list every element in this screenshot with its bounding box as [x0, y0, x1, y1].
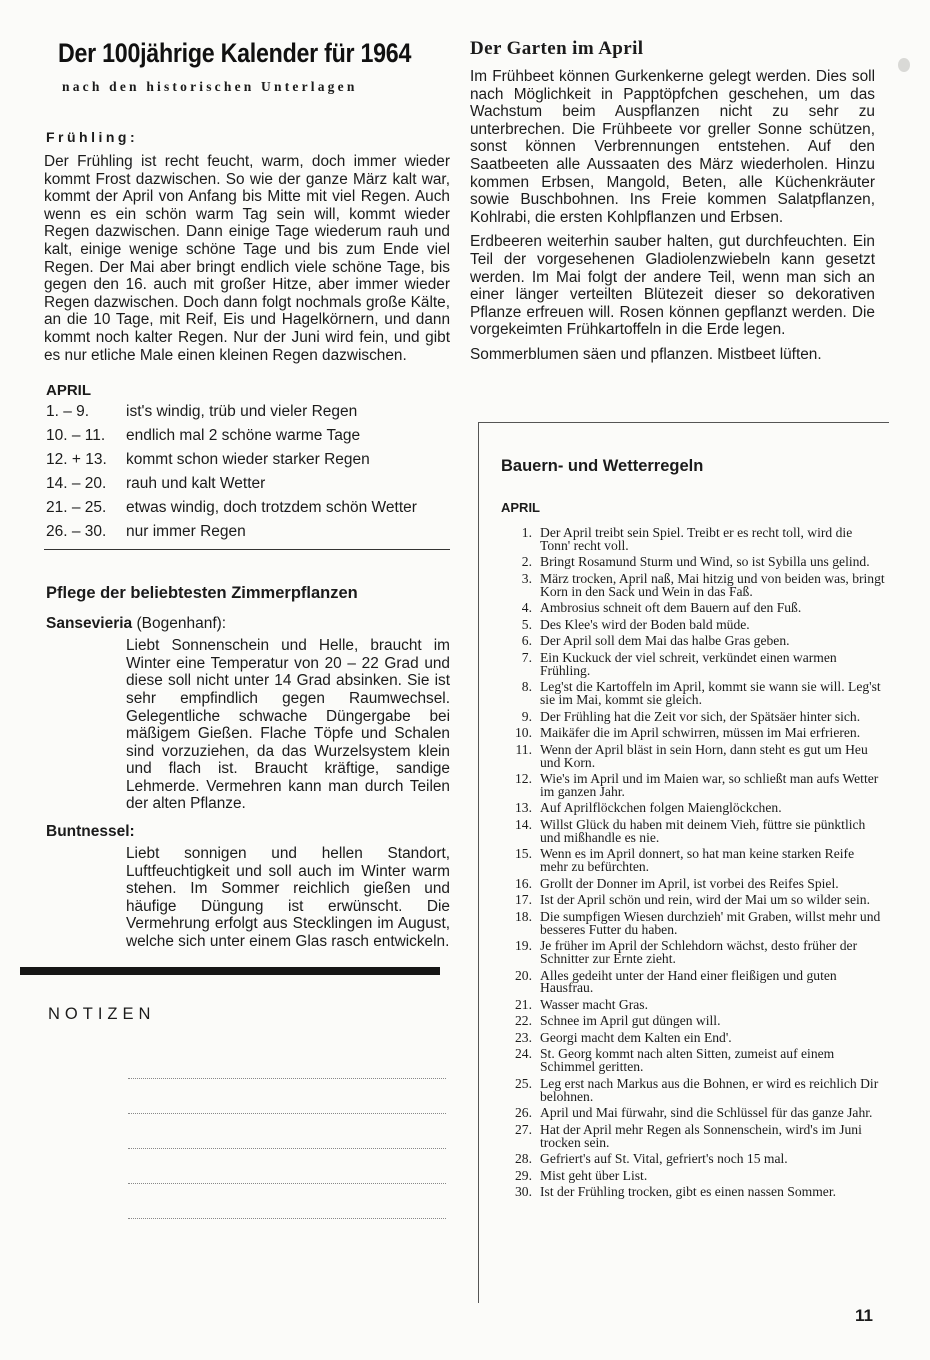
rule-item	[479, 527, 889, 553]
rule-item	[479, 616, 889, 632]
weather-dates: 10. – 11.	[46, 427, 106, 445]
weather-row	[44, 403, 450, 421]
rule-item	[479, 1153, 889, 1166]
rule-item	[479, 940, 889, 966]
scan-smudge	[898, 58, 910, 72]
weather-dates: 26. – 30.	[46, 523, 107, 541]
rule-number: 4.	[521, 600, 532, 616]
rule-text: Ambrosius schneit oft dem Bauern auf den Fuß.	[540, 600, 802, 616]
plant-name-buntnessel	[46, 823, 450, 841]
weather-dates: 14. – 20.	[46, 475, 107, 493]
page-number: 11	[855, 1306, 873, 1325]
rule-number: 12.	[515, 771, 532, 787]
rule-text: Wasser macht Gras.	[540, 996, 648, 1012]
weather-dates: 1. – 9.	[46, 403, 90, 421]
rule-item	[479, 848, 889, 874]
rule-text: März trocken, April naß, Mai hitzig und von beiden was, bringt Korn in den Sack und Wein in das Faß.	[540, 570, 885, 599]
rule-text: Grollt der Donner im April, ist vorbei des Reifes Spiel.	[540, 875, 839, 891]
rule-number: 5.	[521, 616, 532, 632]
rule-item	[479, 996, 889, 1012]
plant-name-main: Sansevieria	[46, 615, 133, 633]
divider	[44, 549, 450, 550]
note-line	[128, 1184, 446, 1219]
april-weather-table	[44, 403, 450, 541]
rule-text: Die sumpfigen Wiesen durchzieh' mit Graben, willst mehr und besseres Futter du haben.	[540, 908, 881, 937]
rule-text: Auf Aprilflöckchen folgen Maienglöckchen.	[540, 800, 782, 816]
rule-number: 15.	[515, 846, 532, 862]
rule-text: Ein Kuckuck der viel schreit, verkündet einen warmen Frühling.	[540, 649, 837, 678]
left-column	[44, 38, 450, 1219]
weather-row	[44, 499, 450, 517]
rule-item	[479, 894, 889, 907]
rule-number: 13.	[515, 800, 532, 816]
spring-heading: Frühling:	[46, 129, 139, 145]
garden-heading: Der Garten im April	[470, 38, 644, 59]
thick-divider	[20, 967, 440, 975]
rule-number: 30.	[515, 1184, 532, 1200]
weather-row	[44, 475, 450, 493]
rule-number: 8.	[521, 679, 532, 695]
rule-text: Georgi macht dem Kalten ein End'.	[540, 1029, 732, 1045]
rule-item	[479, 1121, 889, 1150]
rule-item	[479, 1029, 889, 1045]
weather-text: etwas windig, doch trotzdem schön Wetter	[126, 499, 417, 517]
april-heading: APRIL	[46, 382, 91, 400]
weather-text: endlich mal 2 schöne warme Tage	[126, 427, 361, 445]
rule-item	[479, 556, 889, 569]
note-line	[128, 1114, 446, 1149]
rule-text: Hat der April mehr Regen als Sonnenschein, wird's im Juni trocken sein.	[540, 1121, 862, 1150]
plants-heading: Pflege der beliebtesten Zimmerpflanzen	[46, 584, 358, 603]
rule-number: 9.	[521, 708, 532, 724]
rule-item	[479, 570, 889, 599]
rule-number: 22.	[515, 1013, 532, 1029]
plant-name-main: Buntnessel:	[46, 823, 135, 841]
rule-text: Ist der April schön und rein, wird der Mai um so wilder sein.	[540, 892, 870, 908]
garden-paragraph: Erdbeeren weiterhin sauber halten, gut durchfeuchten. Ein Teil der vorgesehenen Gladiolenzwiebeln kann gesetzt werden. Im Mai folgt der andere Teil, wenn man sich an einer länger verteilten Blütezeit dieser so dekorativen Pflanze erfreuen will. Rosen können gepflanzt werden. Die vorgekeimten Frühkartoffeln in die Erde legen.	[470, 233, 875, 339]
rule-number: 27.	[515, 1121, 532, 1137]
rule-text: Der April treibt sein Spiel. Treibt er es recht toll, wird die Tonn' recht voll.	[540, 525, 853, 553]
rule-number: 10.	[515, 725, 532, 741]
rule-item	[479, 602, 889, 615]
rule-number: 24.	[515, 1046, 532, 1062]
rule-number: 3.	[521, 570, 532, 586]
rule-number: 18.	[515, 908, 532, 924]
rules-month-label: APRIL	[501, 500, 540, 515]
rule-item	[479, 727, 889, 740]
rule-text: Wie's im April und im Maien war, so schließt man aufs Wetter im ganzen Jahr.	[540, 771, 879, 799]
rule-item	[479, 635, 889, 648]
weather-dates: 12. + 13.	[46, 451, 107, 469]
garden-paragraph: Im Frühbeet können Gurkenkerne gelegt werden. Dies soll nach Möglichkeit in Papptöpfchen geschehen, um das Wachstum beim Auspflanzen nicht zu sehr zu unterbrechen. Die Frühbeete vor greller Sonne schützen, sonst können Verbrennungen entstehen. Auf den Saatbeeten alle Aussaaten des März wiederholen. Hinzu kommen Erbsen, Mangold, Beten, alle Küchenkräuter sowie Buschbohnen. Ins Freie kommen Salatpflanzen, Kohlrabi, die ersten Kohlpflanzen und Erbsen.	[470, 68, 875, 226]
rule-item	[479, 773, 889, 799]
rule-text: April und Mai fürwahr, sind die Schlüssel für das ganze Jahr.	[540, 1105, 873, 1121]
notes-heading: NOTIZEN	[48, 1004, 156, 1023]
rule-number: 20.	[515, 967, 532, 983]
rule-number: 17.	[515, 892, 532, 908]
rule-text: Mist geht über List.	[540, 1167, 648, 1183]
rule-text: Maikäfer die im April schwirren, müssen im Mai erfrieren.	[540, 725, 861, 741]
rule-number: 26.	[515, 1105, 532, 1121]
rule-text: Der Frühling hat die Zeit vor sich, der Spätsäer hinter sich.	[540, 708, 861, 724]
rule-item	[479, 1015, 889, 1028]
rule-number: 11.	[515, 741, 532, 757]
weather-text: kommt schon wieder starker Regen	[126, 451, 370, 469]
right-column	[470, 38, 875, 371]
rule-item	[479, 816, 889, 845]
weather-row	[44, 523, 450, 541]
page-title: Der 100jährige Kalender für 1964	[58, 38, 412, 68]
rule-item	[479, 649, 889, 678]
rule-item	[479, 875, 889, 891]
rule-number: 6.	[521, 633, 532, 649]
rule-text: Leg'st die Kartoffeln im April, kommt sie wann sie will. Leg'st sie im Mai, kommt sie gleich.	[540, 679, 881, 708]
rule-text: Leg erst nach Markus aus die Bohnen, er wird es reichlich Dir belohnen.	[540, 1075, 879, 1104]
rule-text: Je früher im April der Schlehdorn wächst, desto früher der Schnitter zur Ernte zieht.	[540, 938, 858, 967]
rule-item	[479, 708, 889, 724]
rule-number: 2.	[521, 554, 532, 570]
rule-text: Willst Glück du haben mit deinem Vieh, füttre sie pünktlich und mißhandle es nie.	[540, 816, 866, 845]
rule-number: 16.	[515, 875, 532, 891]
rule-text: St. Georg kommt nach alten Sitten, zumeist auf einem Schimmel geritten.	[540, 1046, 835, 1075]
notes-lines	[44, 1044, 450, 1219]
plant-name-alt: (Bogenhanf):	[132, 615, 227, 633]
weather-row	[44, 427, 450, 445]
rule-number: 25.	[515, 1075, 532, 1091]
rule-item	[479, 908, 889, 937]
rule-text: Gefriert's auf St. Vital, gefriert's noch 15 mal.	[540, 1151, 788, 1167]
rule-item	[479, 802, 889, 815]
rules-heading: Bauern- und Wetterregeln	[501, 457, 704, 475]
rule-number: 19.	[515, 938, 532, 954]
weather-row	[44, 451, 450, 469]
rule-text: Bringt Rosamund Sturm und Wind, so ist Sybilla uns gelind.	[540, 554, 870, 570]
weather-rules-box	[478, 422, 889, 1303]
rule-number: 14.	[515, 816, 532, 832]
plant-text-buntnessel: Liebt sonnigen und hellen Standort, Luftfeuchtigkeit und soll auch im Winter warm stehen. Im Sommer reichlich gießen und häufige Düngung ist erwünscht. Die Vermehrung erfolgt aus Stecklingen im August, welche sich unter einem Glas rasch entwickeln.	[126, 845, 450, 951]
rule-item	[479, 1186, 889, 1199]
weather-text: nur immer Regen	[126, 523, 246, 541]
rules-list	[479, 527, 889, 1199]
spring-forecast-text: Der Frühling ist recht feucht, warm, doch immer wieder kommt Frost dazwischen. So wie der ganze März kalt war, kommt der April von Anfang bis Mitte mit viel Regen. Auch wenn es ein schön warm Tag sein will, kommt wieder Regen dazwischen. Dann einige Tage wiederum rauh und kalt, einige wenige schöne Tage und bis zum Ende viel Regen. Der Mai aber bringt endlich viele schöne Tage, bis gegen den 16. auch mit großer Hitze, aber immer wieder Regen dazwischen. Doch dann folgt nochmals große Kälte, an die 10 Tage, mit Reif, Eis und Hagelkörnern, und dann kommt noch kalter Regen. Nur der Juni wird fein, und gibt es nur etliche Male einen kleinen Regen dazwischen.	[44, 153, 450, 364]
rule-item	[479, 1167, 889, 1183]
rule-item	[479, 967, 889, 996]
subtitle: nach den historischen Unterlagen	[62, 79, 358, 94]
weather-dates: 21. – 25.	[46, 499, 107, 517]
rule-item	[479, 1107, 889, 1120]
note-line	[128, 1079, 446, 1114]
weather-text: rauh und kalt Wetter	[126, 475, 266, 493]
rule-number: 29.	[515, 1167, 532, 1183]
garden-paragraph: Sommerblumen säen und pflanzen. Mistbeet lüften.	[470, 345, 822, 363]
rule-number: 23.	[515, 1029, 532, 1045]
rule-text: Wenn es im April donnert, so hat man keine starken Reife mehr zu befürchten.	[540, 846, 855, 875]
rule-item	[479, 1075, 889, 1104]
rule-number: 21.	[515, 996, 532, 1012]
rule-text: Ist der Frühling trocken, gibt es einen nassen Sommer.	[540, 1184, 836, 1200]
rule-text: Schnee im April gut düngen will.	[540, 1013, 721, 1029]
rule-item	[479, 1048, 889, 1074]
rule-number: 7.	[521, 649, 532, 665]
plant-name-sansevieria	[46, 615, 450, 633]
plant-text-sansevieria: Liebt Sonnenschein und Helle, braucht im Winter eine Temperatur von 20 – 22 Grad und diese soll nicht unter 14 Grad absinken. Sie ist sehr empfindlich gegen Raumwechsel. Gelegentliche schwache Düngergabe bei mäßigem Gießen. Flache Töpfe und Schalen sind vorzuziehen, da das Wurzelsystem klein und flach ist. Braucht kräftige, sandige Lehmerde. Vermehren kann man durch Teilen der alten Pflanze.	[126, 637, 450, 813]
note-line	[128, 1149, 446, 1184]
rule-item	[479, 681, 889, 707]
note-line	[128, 1044, 446, 1079]
rule-text: Des Klee's wird der Boden bald müde.	[540, 616, 750, 632]
weather-text: ist's windig, trüb und vieler Regen	[126, 403, 358, 421]
rule-number: 28.	[515, 1151, 532, 1167]
rule-text: Der April soll dem Mai das halbe Gras geben.	[540, 633, 790, 649]
rule-item	[479, 741, 889, 770]
rule-text: Alles gedeiht unter der Hand einer fleißigen und guten Hausfrau.	[540, 967, 837, 996]
rule-number: 1.	[521, 525, 532, 540]
rule-text: Wenn der April bläst in sein Horn, dann steht es gut um Heu und Korn.	[540, 741, 868, 770]
